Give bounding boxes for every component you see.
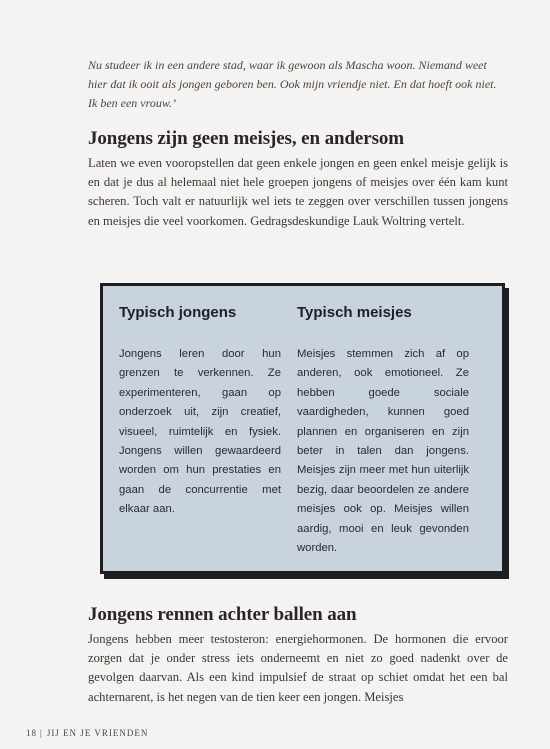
section-body-1 — [88, 154, 508, 231]
quote-text: Nu studeer ik in een andere stad, waar ik gewoon als Mascha woon. Niemand weet hier dat ik ooit als jongen geboren ben. Ook mijn vriendje niet. En dat hoeft ook niet. Ik ben een vrouw.’ — [88, 58, 497, 110]
boys-title: Typisch jongens — [119, 304, 237, 321]
page-footer — [26, 728, 148, 738]
page-number: 18 — [26, 728, 37, 738]
paragraph: Laten we even vooropstellen dat geen enkele jongen en geen enkel meisje gelijk is en dat je dus al helemaal niet hele groepen jongens of meisjes over één kam kunt scheren. Toch valt er natuurlijk wel iets te zeggen over verschillen tussen jongens en meisjes die veel voorkomen. Gedragsdeskundige Lauk Woltring vertelt. — [88, 156, 508, 228]
comparison-box — [100, 283, 505, 574]
girls-title: Typisch meisjes — [297, 304, 412, 321]
girls-text: Meisjes stemmen zich af op anderen, ook emotioneel. Ze hebben goede sociale vaardigheden, kunnen goed plannen en organiseren en zijn beter in talen dan jongens. Meisjes zijn meer met hun uiterlijk bezig, daar beoordelen ze andere meisjes ook op. Meisjes willen aardig, mooi en leuk gevonden worden. — [297, 348, 469, 555]
intro-quote — [88, 56, 508, 113]
footer-separator: | — [40, 728, 43, 738]
section-heading-2: Jongens rennen achter ballen aan — [88, 604, 357, 625]
section-body-2 — [88, 630, 508, 707]
boys-text: Jongens leren door hun grenzen te verkennen. Ze experimenteren, gaan op onderzoek uit, zijn creatief, visueel, ruimtelijk en fysiek. Jongens willen gewaardeerd worden om hun prestaties en gaan de concurrentie met elkaar aan. — [119, 348, 281, 516]
footer-section: JIJ EN JE VRIENDEN — [46, 728, 149, 738]
paragraph: Jongens hebben meer testosteron: energiehormonen. De hormonen die ervoor zorgen dat je onder stress iets onderneemt en niet zo goed nadenkt over de gevolgen daarvan. Als een kind impulsief de straat op schiet omdat het een bal achternarent, is het negen van de tien keer een jongen. Meisjes — [88, 632, 508, 704]
boys-column — [119, 304, 281, 520]
girls-column — [297, 304, 469, 558]
section-heading-1: Jongens zijn geen meisjes, en andersom — [88, 128, 405, 149]
